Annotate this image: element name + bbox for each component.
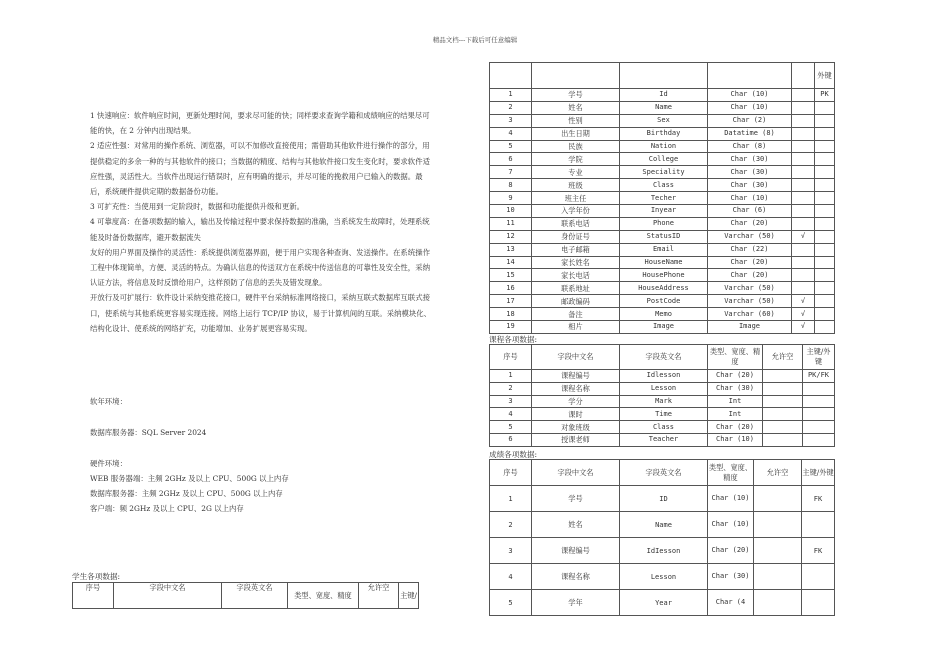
table-cell: [803, 395, 835, 408]
score-fields-table: [489, 459, 835, 616]
table-cell: 6: [490, 433, 532, 446]
table-cell: [792, 114, 815, 127]
table-cell: 姓名: [532, 512, 620, 538]
table-row: [490, 408, 835, 421]
table-cell: Varchar (50): [708, 282, 792, 295]
table-cell: 邮政编码: [532, 295, 620, 308]
table-row: [490, 308, 835, 321]
col-header: 类型、宽度、精度: [708, 460, 754, 486]
table-cell: 入学年份: [532, 205, 620, 218]
table-cell: College: [620, 153, 708, 166]
client-hardware: 客户端：频 2GHz 及以上 CPU、2G 以上内存: [90, 504, 244, 513]
table-cell: 3: [490, 395, 532, 408]
table-cell: √: [792, 308, 815, 321]
requirements-section: [90, 108, 435, 336]
col-header: 主键/: [399, 583, 419, 609]
table-row: [490, 127, 835, 140]
col-header: 类型、宽度、精度: [708, 345, 763, 370]
table-cell: Phone: [620, 217, 708, 230]
table-cell: 6: [490, 153, 532, 166]
table-cell: [815, 308, 835, 321]
table-cell: Char (20): [708, 256, 792, 269]
table-cell: [815, 179, 835, 192]
table-cell: 学年: [532, 590, 620, 616]
table-row: [490, 230, 835, 243]
col-header: 字段中文名: [114, 583, 222, 609]
table-cell: Int: [708, 395, 763, 408]
table-cell: 学分: [532, 395, 620, 408]
table-cell: [763, 370, 803, 383]
paragraph: 开放行及可扩展行：软件设计采纳变推花接口，硬件平台采纳标准网络接口，采纳互联式数据库互联式接口，使系统与其他系统更容易实现连接。网络上运行 TCP/IP 协议，易于计算机间的互联。采纳模块化、结构化设计、使系统的网络扩充，功能增加、业务扩展更容易实现。: [90, 293, 432, 333]
table-cell: Techer: [620, 192, 708, 205]
table-cell: 课程名称: [532, 564, 620, 590]
table-cell: 1: [490, 89, 532, 102]
table-cell: IdIesson: [620, 538, 708, 564]
table-cell: [815, 166, 835, 179]
table-cell: Email: [620, 243, 708, 256]
table-cell: 16: [490, 282, 532, 295]
table-cell: [754, 486, 802, 512]
header-cell: [490, 63, 532, 89]
table-cell: 学号: [532, 486, 620, 512]
table-cell: Nation: [620, 140, 708, 153]
table-cell: [815, 256, 835, 269]
table-cell: [763, 382, 803, 395]
table-cell: [815, 230, 835, 243]
student-table-title: 学生各项数据:: [72, 572, 121, 581]
table-cell: [792, 256, 815, 269]
table-cell: 联系电话: [532, 217, 620, 230]
table-row: [490, 89, 835, 102]
table-cell: Name: [620, 101, 708, 114]
table-cell: Teacher: [620, 433, 708, 446]
table-cell: 15: [490, 269, 532, 282]
table-cell: [754, 590, 802, 616]
table-cell: 2: [490, 101, 532, 114]
table-cell: 4: [490, 408, 532, 421]
score-table-title: 成绩各项数据:: [489, 450, 538, 459]
table-cell: [754, 564, 802, 590]
table-cell: 联系地址: [532, 282, 620, 295]
student-table-header: [72, 582, 419, 609]
table-cell: 3: [490, 538, 532, 564]
table-cell: HouseAddress: [620, 282, 708, 295]
col-header: 字段英文名: [222, 583, 288, 609]
table-cell: [815, 153, 835, 166]
header-cell: 外键: [815, 63, 835, 89]
table-row: [490, 179, 835, 192]
table-cell: [792, 243, 815, 256]
table-cell: ID: [620, 486, 708, 512]
db-server-software: 数据库服务器：SQL Server 2024: [90, 428, 207, 437]
table-cell: 课程名称: [532, 382, 620, 395]
table-cell: Char (10): [708, 192, 792, 205]
table-row: [490, 564, 835, 590]
table-cell: 家长姓名: [532, 256, 620, 269]
table-cell: Char (20): [708, 370, 763, 383]
table-cell: 13: [490, 243, 532, 256]
table-cell: Year: [620, 590, 708, 616]
table-row: [490, 433, 835, 446]
table-cell: 2: [490, 382, 532, 395]
table-cell: 民族: [532, 140, 620, 153]
table-cell: 班主任: [532, 192, 620, 205]
table-cell: 3: [490, 114, 532, 127]
table-cell: HouseName: [620, 256, 708, 269]
table-cell: [792, 205, 815, 218]
table-cell: 姓名: [532, 101, 620, 114]
table-cell: [815, 192, 835, 205]
col-header: 主键/外键: [803, 345, 835, 370]
table-cell: Int: [708, 408, 763, 421]
table-cell: PK/FK: [803, 370, 835, 383]
col-header: 字段英文名: [620, 345, 708, 370]
table-cell: 对象班级: [532, 421, 620, 434]
table-cell: 10: [490, 205, 532, 218]
table-row: [490, 486, 835, 512]
table-cell: Char (30): [708, 166, 792, 179]
table-cell: 17: [490, 295, 532, 308]
table-row: [490, 282, 835, 295]
table-cell: PostCode: [620, 295, 708, 308]
table-cell: 课时: [532, 408, 620, 421]
table-cell: Char (20): [708, 269, 792, 282]
table-cell: Char (4: [708, 590, 754, 616]
col-header: 主键/外键: [802, 460, 835, 486]
table-cell: [803, 382, 835, 395]
table-cell: Birthday: [620, 127, 708, 140]
table-cell: Image: [708, 321, 792, 334]
table-row: [490, 382, 835, 395]
table-cell: Char (10): [708, 512, 754, 538]
table-row: [490, 512, 835, 538]
table-cell: Char (30): [708, 564, 754, 590]
table-cell: Image: [620, 321, 708, 334]
table-cell: 2: [490, 512, 532, 538]
table-cell: 4: [490, 564, 532, 590]
table-row: [490, 256, 835, 269]
table-cell: [802, 512, 835, 538]
table-cell: [803, 408, 835, 421]
table-cell: [792, 101, 815, 114]
table-cell: [802, 564, 835, 590]
table-row: [490, 205, 835, 218]
col-header: 允许空: [754, 460, 802, 486]
col-header: 序号: [73, 583, 114, 609]
table-cell: [763, 408, 803, 421]
table-cell: Inyear: [620, 205, 708, 218]
col-header: 序号: [490, 345, 532, 370]
table-cell: √: [792, 230, 815, 243]
course-fields-table: [489, 344, 835, 447]
table-cell: 19: [490, 321, 532, 334]
table-cell: [815, 114, 835, 127]
col-header: 字段中文名: [532, 460, 620, 486]
table-cell: [792, 140, 815, 153]
table-cell: [792, 282, 815, 295]
header-cell: [708, 63, 792, 89]
table-cell: Id: [620, 89, 708, 102]
table-cell: 家长电话: [532, 269, 620, 282]
table-cell: [792, 89, 815, 102]
paragraph: 3 可扩充性：当使用到一定阶段时，数据和功能提供升级和更新。: [90, 202, 304, 212]
table-cell: FK: [802, 486, 835, 512]
header-cell: [532, 63, 620, 89]
table-cell: 5: [490, 590, 532, 616]
table-cell: 课程编号: [532, 370, 620, 383]
table-cell: [792, 166, 815, 179]
paragraph: 友好的用户界面及操作的灵活性：系统提供浏览器界面，便于用户实现各种查询、发送操作。在系统操作工程中体现简单，方便、灵活的特点。为确认信息的传送双方在系统中传送信息的可靠性及安全性，采纳认证方法，将信息及时反馈给用户，这样预防了信息的丢失及错发现象。: [90, 247, 430, 288]
table-cell: 学院: [532, 153, 620, 166]
table-cell: Char (8): [708, 140, 792, 153]
table-cell: 5: [490, 421, 532, 434]
table-cell: 身份证号: [532, 230, 620, 243]
table-cell: PK: [815, 89, 835, 102]
table-row: [490, 321, 835, 334]
table-row: [490, 538, 835, 564]
table-row: [490, 101, 835, 114]
table-cell: Lesson: [620, 382, 708, 395]
table-row: [490, 421, 835, 434]
table-cell: [815, 101, 835, 114]
table-cell: Char (10): [708, 486, 754, 512]
table-cell: Char (30): [708, 153, 792, 166]
table-cell: 相片: [532, 321, 620, 334]
table-cell: [815, 243, 835, 256]
table-cell: [815, 205, 835, 218]
table-cell: Char (30): [708, 179, 792, 192]
table-cell: [792, 153, 815, 166]
table-cell: 11: [490, 217, 532, 230]
table-cell: Sex: [620, 114, 708, 127]
table-cell: 14: [490, 256, 532, 269]
col-header: 允许空: [359, 583, 399, 609]
table-row: [490, 153, 835, 166]
paragraph: 1 快速响应：软件响应时间，更新处理时间，要求尽可能的快；同样要求查询学籍和成绩响应的结果尽可能的快，在 2 分钟内出现结果。: [90, 111, 430, 136]
table-cell: [792, 127, 815, 140]
table-cell: StatusID: [620, 230, 708, 243]
table-cell: Class: [620, 179, 708, 192]
db-server-hardware: 数据库服务器：主频 2GHz 及以上 CPU、500G 以上内存: [90, 489, 283, 498]
table-cell: [763, 433, 803, 446]
table-cell: [754, 512, 802, 538]
table-cell: 性别: [532, 114, 620, 127]
web-server-hardware: WEB 服务器端：主频 2GHz 及以上 CPU、500G 以上内存: [90, 474, 289, 483]
table-cell: Char (2): [708, 114, 792, 127]
table-cell: Name: [620, 512, 708, 538]
table-row: [490, 140, 835, 153]
table-cell: 1: [490, 370, 532, 383]
table-row: [490, 114, 835, 127]
table-cell: [815, 269, 835, 282]
table-cell: 7: [490, 166, 532, 179]
paragraph: 4 可靠度高：在备项数据的输入，输出及传输过程中要求保持数据的准确，当系统发生故障时，处理系统能及时备份数据库，避开数据流失: [90, 217, 430, 242]
table-row: [490, 269, 835, 282]
col-header: 序号: [490, 460, 532, 486]
table-cell: Time: [620, 408, 708, 421]
table-cell: Lesson: [620, 564, 708, 590]
table-cell: Varchar (60): [708, 308, 792, 321]
table-cell: 学号: [532, 89, 620, 102]
header-cell: [792, 63, 815, 89]
table-cell: Memo: [620, 308, 708, 321]
table-cell: Char (22): [708, 243, 792, 256]
table-cell: 课程编号: [532, 538, 620, 564]
table-cell: FK: [802, 538, 835, 564]
table-cell: Char (10): [708, 433, 763, 446]
table-cell: Char (20): [708, 538, 754, 564]
table-cell: HousePhone: [620, 269, 708, 282]
table-row: [490, 395, 835, 408]
table-row: [490, 370, 835, 383]
table-row: [490, 243, 835, 256]
table-cell: 1: [490, 486, 532, 512]
table-cell: 班级: [532, 179, 620, 192]
table-cell: 出生日期: [532, 127, 620, 140]
table-cell: [792, 192, 815, 205]
table-cell: Char (10): [708, 101, 792, 114]
table-cell: [763, 421, 803, 434]
table-cell: Char (20): [708, 217, 792, 230]
table-cell: [802, 590, 835, 616]
table-cell: Idlesson: [620, 370, 708, 383]
table-cell: [815, 217, 835, 230]
col-header: 类型、宽度、精度: [288, 583, 359, 609]
table-cell: [754, 538, 802, 564]
table-cell: [792, 217, 815, 230]
table-row: [490, 166, 835, 179]
table-cell: [815, 321, 835, 334]
table-cell: Mark: [620, 395, 708, 408]
environment-section: [90, 394, 435, 516]
table-row: [490, 295, 835, 308]
table-cell: √: [792, 321, 815, 334]
table-cell: 18: [490, 308, 532, 321]
table-cell: Varchar (50): [708, 295, 792, 308]
table-cell: [803, 421, 835, 434]
page-header: 精品文档---下载后可任意编辑: [432, 36, 518, 44]
hardware-env-label: 硬件环境：: [90, 459, 127, 468]
table-cell: [815, 295, 835, 308]
table-cell: Char (20): [708, 421, 763, 434]
table-cell: 12: [490, 230, 532, 243]
table-row: [490, 217, 835, 230]
table-cell: [815, 127, 835, 140]
table-cell: Class: [620, 421, 708, 434]
table-cell: 9: [490, 192, 532, 205]
table-cell: √: [792, 295, 815, 308]
table-cell: [792, 179, 815, 192]
table-cell: 专业: [532, 166, 620, 179]
table-cell: Char (10): [708, 89, 792, 102]
table-row: [490, 192, 835, 205]
table-cell: 8: [490, 179, 532, 192]
table-cell: [815, 140, 835, 153]
table-cell: Varchar (50): [708, 230, 792, 243]
table-row: [490, 590, 835, 616]
course-table-title: 课程各项数据:: [489, 335, 538, 344]
col-header: 允许空: [763, 345, 803, 370]
table-cell: Datatime (8): [708, 127, 792, 140]
student-fields-table: [489, 62, 835, 334]
header-cell: [620, 63, 708, 89]
table-cell: 5: [490, 140, 532, 153]
table-cell: 电子邮箱: [532, 243, 620, 256]
paragraph: 2 适应性强：对常用的操作系统、浏览器，可以不加修改直接使用；需借助其他软件进行操作的部分，用提供稳定的多余一种的与其他软件的接口；当数据的精度、结构与其他软件接口发生变化时，要求软件适应性强，灵活性大。当软件出现运行错误时，应有明确的提示，并尽可能的挽救用户已输入的数据。最后，系统硬件提供定期的数据备份功能。: [90, 141, 430, 197]
table-cell: Speciality: [620, 166, 708, 179]
table-cell: [792, 269, 815, 282]
table-cell: Char (6): [708, 205, 792, 218]
table-cell: 4: [490, 127, 532, 140]
table-cell: Char (30): [708, 382, 763, 395]
software-env-label: 软年环境：: [90, 397, 127, 406]
col-header: 字段英文名: [620, 460, 708, 486]
table-cell: [815, 282, 835, 295]
table-cell: 授课老师: [532, 433, 620, 446]
col-header: 字段中文名: [532, 345, 620, 370]
table-cell: [803, 433, 835, 446]
table-cell: [763, 395, 803, 408]
table-cell: 备注: [532, 308, 620, 321]
